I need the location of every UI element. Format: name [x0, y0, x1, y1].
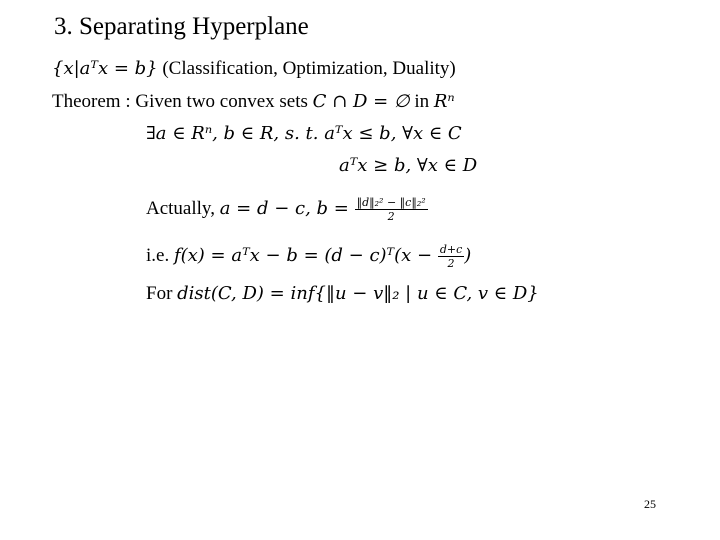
second-inequality-line [339, 153, 477, 179]
existence-line [146, 121, 462, 147]
for-label: For [146, 283, 178, 304]
second-inequality: aᵀx ≥ b, ∀x ∈ D [339, 155, 478, 176]
page-number: 25 [644, 497, 656, 511]
function-line [146, 243, 471, 270]
theorem-condition: C ∩ D = ∅ [312, 91, 410, 112]
applications-text: (Classification, Optimization, Duality) [157, 58, 456, 79]
midpoint-fraction-numerator: d+c [439, 243, 463, 257]
theorem-space: Rⁿ [433, 91, 455, 112]
distance-formula: dist(C, D) = inf{‖u − v‖₂ | u ∈ C, v ∈ D} [177, 283, 539, 304]
theorem-in: in [409, 91, 434, 112]
theorem-line [52, 89, 455, 115]
set-definition-line [52, 56, 456, 82]
actually-line [146, 196, 428, 223]
distance-line [146, 281, 539, 307]
norm-fraction-denominator: 2 [387, 210, 395, 224]
norm-fraction-numerator: ‖d‖₂² − ‖c‖₂² [356, 196, 426, 210]
function-formula: f(x) = aᵀx − b = (d − c)ᵀ(x − [173, 245, 438, 266]
function-close-paren: ) [464, 245, 472, 266]
actually-formula: a = d − c, b = [219, 198, 355, 219]
actually-label: Actually, [146, 198, 220, 219]
midpoint-fraction [438, 243, 464, 270]
norm-fraction [355, 196, 428, 223]
midpoint-fraction-denominator: 2 [447, 257, 455, 271]
existence-formula: ∃a ∈ Rⁿ, b ∈ R, s. t. aᵀx ≤ b, ∀x ∈ C [146, 123, 462, 144]
hyperplane-set: {x|aᵀx = b} [52, 58, 158, 79]
slide-title: 3. Separating Hyperplane [54, 13, 309, 40]
theorem-label: Theorem : Given two convex sets [52, 91, 313, 112]
ie-label: i.e. [146, 245, 174, 266]
